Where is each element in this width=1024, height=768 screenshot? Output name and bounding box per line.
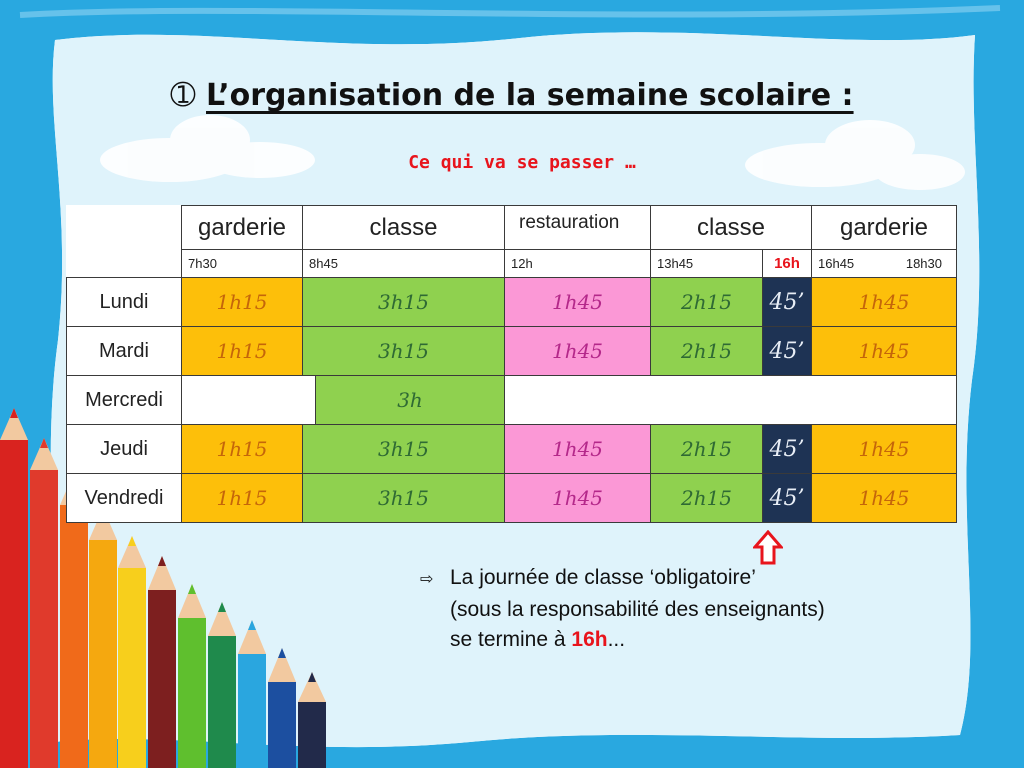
duration-classe: 3h15 [303,278,505,327]
header-restauration: restauration [505,206,651,250]
duration-classe: 3h [316,376,504,424]
duration-garderie: 1h45 [812,278,957,327]
header-classe-morning: classe [303,206,505,250]
duration-garderie: 1h45 [812,327,957,376]
schedule-row-lundi [67,278,957,327]
up-arrow-icon [753,530,783,566]
schedule-row-jeudi [67,425,957,474]
time-label: 13h45 [651,250,763,278]
schedule-row-vendredi [67,474,957,523]
subtitle: Ce qui va se passer … [408,152,636,173]
duration-restauration: 1h45 [505,425,651,474]
time-label: 18h30 [905,256,942,271]
mercredi-no-garderie [182,376,316,424]
title-text: L’organisation de la semaine scolaire : [206,78,854,113]
activity-header-row [67,206,957,250]
header-garderie-morning: garderie [182,206,303,250]
mercredi-afternoon-empty [505,376,957,425]
mercredi-morning-cell [182,376,505,425]
day-label: Lundi [67,278,182,327]
note-line-3-text: se termine à [450,628,572,651]
duration-classe: 3h15 [303,474,505,523]
end-time-highlight: 16h [571,628,608,651]
corner-cell [67,206,182,278]
time-label: 12h [505,250,651,278]
duration-classe: 2h15 [651,474,763,523]
schedule-row-mercredi [67,376,957,425]
duration-end-classe: 45’ [763,474,812,523]
day-label: Vendredi [67,474,182,523]
note-block [420,563,825,655]
duration-restauration: 1h45 [505,474,651,523]
header-garderie-evening: garderie [812,206,957,250]
time-label-end-of-class: 16h [763,250,812,278]
duration-classe: 3h15 [303,327,505,376]
note-line-1: La journée de classe ‘obligatoire’ [450,566,756,589]
duration-end-classe: 45’ [763,278,812,327]
duration-garderie: 1h15 [182,474,303,523]
day-label: Mercredi [67,376,182,425]
time-label: 8h45 [303,250,505,278]
day-label: Mardi [67,327,182,376]
duration-classe: 2h15 [651,278,763,327]
note-ellipsis: ... [607,628,626,651]
note-line-3 [420,625,825,655]
day-label: Jeudi [67,425,182,474]
duration-classe: 2h15 [651,425,763,474]
times-row [67,250,957,278]
header-classe-afternoon: classe [651,206,812,250]
duration-end-classe: 45’ [763,327,812,376]
time-label: 16h45 [818,256,855,271]
note-line-2: (sous la responsabilité des enseignants) [450,598,825,621]
duration-garderie: 1h15 [182,425,303,474]
time-label: 7h30 [182,250,303,278]
duration-classe: 2h15 [651,327,763,376]
duration-end-classe: 45’ [763,425,812,474]
duration-classe: 3h15 [303,425,505,474]
duration-garderie: 1h45 [812,474,957,523]
time-labels-evening [812,250,957,278]
duration-restauration: 1h45 [505,278,651,327]
duration-garderie: 1h45 [812,425,957,474]
page-title [0,78,1024,113]
right-arrow-icon: ⇨ [420,571,434,588]
title-number: ➀ [170,78,196,113]
schedule-row-mardi [67,327,957,376]
duration-garderie: 1h15 [182,327,303,376]
duration-restauration: 1h45 [505,327,651,376]
duration-garderie: 1h15 [182,278,303,327]
weekly-schedule-table [66,205,957,523]
